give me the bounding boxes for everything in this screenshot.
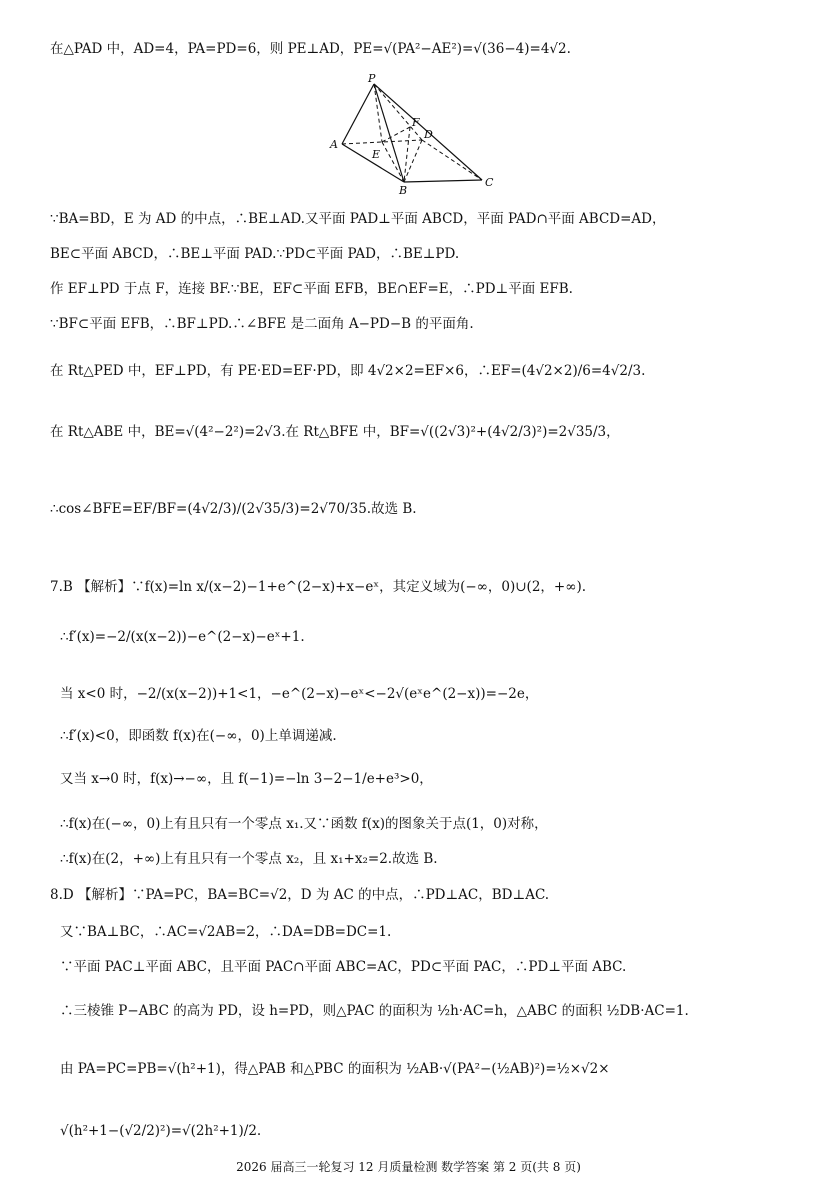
text-line: ∵BA=BD，E 为 AD 的中点，∴BE⊥AD.又平面 PAD⊥平面 ABCD，平面 PAD∩平面 ABCD=AD，	[50, 211, 666, 227]
text-line: ∴f(x)在(−∞，0)上有且只有一个零点 x₁.又∵函数 f(x)的图象关于点(1，0)对称，	[60, 816, 548, 832]
text-line: 在 Rt△PED 中，EF⊥PD，有 PE·ED=EF·PD，即 4√2×2=EF×6，∴EF=(4√2×2)/6=4√2/3.	[50, 363, 646, 379]
text-line: ∴三棱锥 P−ABC 的高为 PD，设 h=PD，则△PAC 的面积为 ½h·AC=h，△ABC 的面积 ½DB·AC=1.	[60, 1003, 689, 1019]
label-f: F	[412, 116, 420, 129]
text-line: 作 EF⊥PD 于点 F，连接 BF.∵BE，EF⊂平面 EFB，BE∩EF=E，∴PD⊥平面 EFB.	[50, 281, 573, 297]
edge-pd	[374, 84, 422, 140]
text-line: 7.B 【解析】∵f(x)=ln x/(x−2)−1+e^(2−x)+x−eˣ，其定义域为(−∞，0)∪(2，+∞).	[50, 579, 587, 595]
page-footer: 2026 届高三一轮复习 12 月质量检测 数学答案 第 2 页(共 8 页)	[236, 1160, 581, 1174]
label-d: D	[424, 128, 433, 141]
text-line: ∵BF⊂平面 EFB，∴BF⊥PD.∴∠BFE 是二面角 A−PD−B 的平面角.	[50, 316, 474, 332]
label-a: A	[330, 138, 338, 151]
label-p: P	[368, 72, 376, 85]
text-line: 在△PAD 中，AD=4，PA=PD=6，则 PE⊥AD，PE=√(PA²−AE²)=√(36−4)=4√2.	[50, 41, 571, 57]
pyramid-figure	[322, 72, 502, 197]
label-c: C	[485, 176, 494, 189]
edge-pb	[374, 84, 404, 182]
text-line: ∴f′(x)<0，即函数 f(x)在(−∞，0)上单调递减.	[60, 728, 337, 744]
edge-pa	[342, 84, 374, 144]
text-line: ∴cos∠BFE=EF/BF=(4√2/3)/(2√35/3)=2√70/35.故选 B.	[50, 501, 417, 517]
label-b: B	[399, 184, 408, 197]
text-line: 又当 x→0 时，f(x)→−∞，且 f(−1)=−ln 3−2−1/e+e³>0，	[60, 771, 433, 787]
edge-pe	[374, 84, 382, 142]
edge-ef	[382, 127, 410, 142]
text-line: 8.D 【解析】∵PA=PC，BA=BC=√2，D 为 AC 的中点，∴PD⊥AC，BD⊥AC.	[50, 887, 550, 903]
text-line: BE⊂平面 ABCD，∴BE⊥平面 PAD.∵PD⊂平面 PAD，∴BE⊥PD.	[50, 246, 460, 262]
text-line: 在 Rt△ABE 中，BE=√(4²−2²)=2√3.在 Rt△BFE 中，BF=√((2√3)²+(4√2/3)²)=2√35/3，	[50, 424, 620, 440]
text-line: 当 x<0 时，−2/(x(x−2))+1<1，−e^(2−x)−eˣ<−2√(eˣe^(2−x))=−2e，	[60, 686, 539, 702]
label-e: E	[372, 148, 381, 161]
text-line: ∴f′(x)=−2/(x(x−2))−e^(2−x)−eˣ+1.	[60, 629, 305, 645]
text-line: 又∵BA⊥BC，∴AC=√2AB=2，∴DA=DB=DC=1.	[60, 924, 392, 940]
edge-bc	[404, 180, 482, 182]
edge-dc	[422, 140, 482, 180]
text-line: ∵平面 PAC⊥平面 ABC，且平面 PAC∩平面 ABC=AC，PD⊂平面 PAC，∴PD⊥平面 ABC.	[60, 959, 627, 975]
text-line: √(h²+1−(√2/2)²)=√(2h²+1)/2.	[60, 1123, 262, 1139]
edge-db	[404, 140, 422, 182]
text-line: ∴f(x)在(2，+∞)上有且只有一个零点 x₂，且 x₁+x₂=2.故选 B.	[60, 851, 438, 867]
text-line: 由 PA=PC=PB=√(h²+1)，得△PAB 和△PBC 的面积为 ½AB·√(PA²−(½AB)²)=½×√2×	[60, 1061, 610, 1077]
